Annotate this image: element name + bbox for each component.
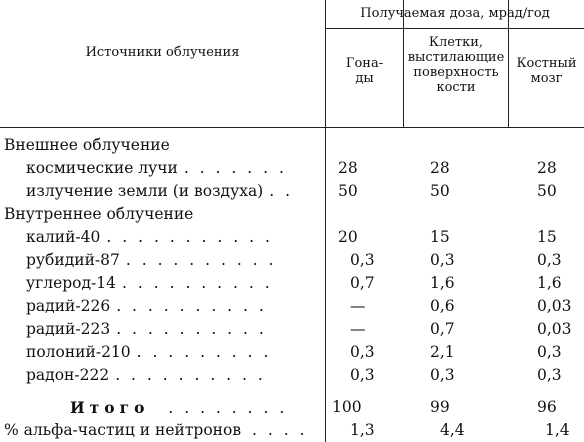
bone-surface-value: 15 [430, 228, 450, 246]
table-row [0, 203, 584, 226]
bone-marrow-value: 1,6 [537, 274, 562, 292]
header-bottom-rule [0, 127, 584, 128]
bone-marrow-value: 0,3 [537, 366, 562, 384]
gonads-value: 0,3 [350, 366, 375, 384]
table-row [0, 295, 584, 318]
leader-dots: . . . . . . . . . . [116, 297, 267, 315]
bone-surface-value: 0,3 [430, 251, 455, 269]
bone-marrow-value: 50 [537, 182, 557, 200]
alpha-gonads: 1,3 [350, 421, 375, 439]
total-row [0, 396, 584, 419]
bone-surface-value: 0,6 [430, 297, 455, 315]
gonads-value: 20 [338, 228, 358, 246]
bone-marrow-value: 0,03 [537, 297, 572, 315]
gonads-value: — [350, 320, 366, 338]
leader-dots: . . . . . . . . . . [122, 274, 273, 292]
bone-surface-value: 0,3 [430, 366, 455, 384]
row-label: радий-226 [26, 297, 111, 315]
leader-dots: . . . . . . . . [168, 399, 288, 417]
bone-surface-value: 1,6 [430, 274, 455, 292]
table-row [0, 318, 584, 341]
sources-header: Источники облучения [85, 45, 240, 60]
table-row [0, 364, 584, 387]
alpha-row [0, 419, 584, 442]
bone-marrow-header: Костный мозг [516, 56, 577, 86]
bone-marrow-value: 15 [537, 228, 557, 246]
bone-surface-header: Клетки, выстилающие поверхность кости [407, 35, 505, 95]
bone-surface-value: 50 [430, 182, 450, 200]
alpha-bone-marrow: 1,4 [545, 421, 570, 439]
bone-surface-value: 2,1 [430, 343, 455, 361]
table-row [0, 180, 584, 203]
bone-marrow-value: 0,3 [537, 251, 562, 269]
gonads-value: 0,3 [350, 343, 375, 361]
dose-header-underline [325, 28, 584, 29]
leader-dots: . . . . . . . . . . . [106, 228, 273, 246]
total-gonads: 100 [332, 398, 362, 416]
table-row [0, 341, 584, 364]
gonads-value: — [350, 297, 366, 315]
leader-dots: . . . . . . . . . . [116, 320, 267, 338]
row-label: излучение земли (и воздуха) [26, 182, 264, 200]
row-label: полоний-210 [26, 343, 131, 361]
table-row [0, 226, 584, 249]
total-bone-marrow: 96 [537, 398, 557, 416]
row-label: радон-222 [26, 366, 110, 384]
bone-surface-value: 0,7 [430, 320, 455, 338]
row-label: космические лучи [26, 159, 178, 177]
leader-dots: . . . . . . . . . [136, 343, 272, 361]
gonads-value: 0,7 [350, 274, 375, 292]
row-label: радий-223 [26, 320, 111, 338]
leader-dots: . . . . . . . . . . [125, 251, 277, 269]
bone-marrow-value: 0,03 [537, 320, 572, 338]
leader-dots: . . . . . . . . . . [115, 366, 266, 384]
gonads-value: 0,3 [350, 251, 375, 269]
table-row [0, 134, 584, 157]
table-row [0, 272, 584, 295]
gonads-header: Гона- ды [345, 56, 384, 86]
row-label: рубидий-87 [26, 251, 120, 269]
row-label: Внутреннее облучение [4, 205, 194, 223]
row-label: углерод-14 [26, 274, 117, 292]
bone-marrow-value: 0,3 [537, 343, 562, 361]
total-bone-surface: 99 [430, 398, 450, 416]
alpha-bone-surface: 4,4 [440, 421, 465, 439]
leader-dots: . . [269, 182, 294, 200]
bone-surface-value: 28 [430, 159, 450, 177]
total-label: Итого [70, 398, 150, 417]
leader-dots: . . . . . . . [183, 159, 287, 177]
alpha-label: % альфа-частиц и нейтронов [4, 421, 242, 439]
row-label: Внешнее облучение [4, 136, 170, 154]
bone-marrow-value: 28 [537, 159, 557, 177]
leader-dots: . . . . [252, 421, 308, 439]
row-label: калий-40 [26, 228, 101, 246]
gonads-value: 50 [338, 182, 358, 200]
dose-header: Получаемая доза, мрад/год [360, 6, 550, 21]
table-row [0, 157, 584, 180]
gonads-value: 28 [338, 159, 358, 177]
table-row [0, 249, 584, 272]
